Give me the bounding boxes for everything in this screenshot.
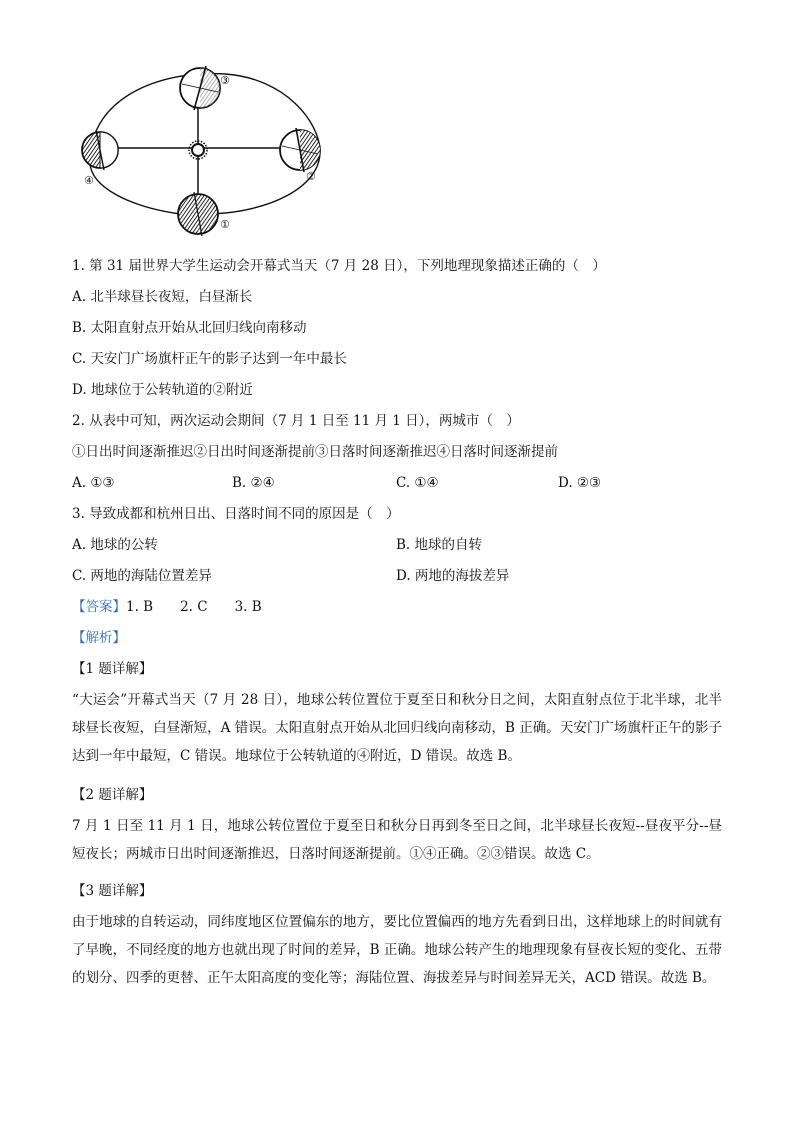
- q3-option-c[interactable]: C. 两地的海陆位置差异: [72, 568, 212, 584]
- q1-option-c[interactable]: C. 天安门广场旗杆正午的影子达到一年中最长: [72, 351, 347, 367]
- q2-option-a[interactable]: A. ①③: [72, 475, 115, 491]
- detail-3-text: 由于地球的自转运动，同纬度地区位置偏东的地方，要比位置偏西的地方先看到日出，这样地球上的时间就有了早晚，不同经度的地方也就出现了时间的差异，B 正确。地球公转产生的地理现象有昼夜长短的变化、五带的划分、四季的更替、正午太阳高度的变化等；海陆位置、海拔差异与时间差异无关，ACD 错误。故选 B。: [72, 914, 722, 986]
- detail-1-text: “大运会”开幕式当天（7 月 28 日），地球公转位置位于夏至日和秋分日之间，太阳直射点位于北半球，北半球昼长夜短，白昼渐短，A 错误。太阳直射点开始从北回归线向南移动，B 正确。天安门广场旗杆正午的影子达到一年中最短，C 错误。地球位于公转轨道的④附近，D 错误。故选 B。: [72, 692, 722, 764]
- q1-option-a[interactable]: A. 北半球昼长夜短，白昼渐长: [72, 289, 253, 305]
- detail-2-text: 7 月 1 日至 11 月 1 日，地球公转位置位于夏至日和秋分日再到冬至日之间，北半球昼长夜短--昼夜平分--昼短夜长；两城市日出时间逐渐推迟，日落时间逐渐提前。①④正确。②③错误。故选 C。: [72, 818, 722, 862]
- earth-position-3: [180, 66, 220, 110]
- q2-option-c[interactable]: C. ①④: [396, 475, 439, 491]
- answer-line: [72, 597, 262, 617]
- q2-option-d[interactable]: D. ②③: [558, 475, 602, 491]
- answer-values: 1. B 2. C 3. B: [126, 599, 262, 615]
- detail-3-title: 【3 题详解】: [72, 883, 153, 899]
- detail-2-title: 【2 题详解】: [72, 787, 153, 803]
- q3-option-b[interactable]: B. 地球的自转: [396, 537, 483, 553]
- earth-position-1: [178, 192, 218, 236]
- q1-option-d[interactable]: D. 地球位于公转轨道的②附近: [72, 382, 253, 398]
- label-3: ③: [220, 74, 230, 87]
- q2-items: ①日出时间逐渐推迟②日出时间逐渐提前③日落时间逐渐推迟④日落时间逐渐提前: [72, 444, 558, 460]
- label-4: ④: [84, 174, 94, 187]
- q3-option-d[interactable]: D. 两地的海拔差异: [396, 568, 510, 584]
- sun-icon: [189, 141, 207, 159]
- analysis-tag: 【解析】: [72, 630, 126, 646]
- q2-stem: 2. 从表中可知，两次运动会期间（7 月 1 日至 11 月 1 日），两城市（ ）: [72, 413, 520, 429]
- label-2: ②: [306, 170, 316, 183]
- q2-option-b[interactable]: B. ②④: [232, 475, 275, 491]
- earth-position-2: [280, 128, 320, 172]
- q1-stem: 1. 第 31 届世界大学生运动会开幕式当天（7 月 28 日），下列地理现象描述正确的（ ）: [72, 258, 606, 274]
- answer-tag: 【答案】: [72, 599, 126, 615]
- q3-option-a[interactable]: A. 地球的公转: [72, 537, 158, 553]
- earth-position-4: [82, 130, 118, 170]
- detail-1-title: 【1 题详解】: [72, 661, 153, 677]
- q1-option-b[interactable]: B. 太阳直射点开始从北回归线向南移动: [72, 320, 307, 336]
- label-1: ①: [220, 218, 230, 231]
- orbit-diagram: [70, 62, 350, 242]
- q3-stem: 3. 导致成都和杭州日出、日落时间不同的原因是（ ）: [72, 506, 400, 522]
